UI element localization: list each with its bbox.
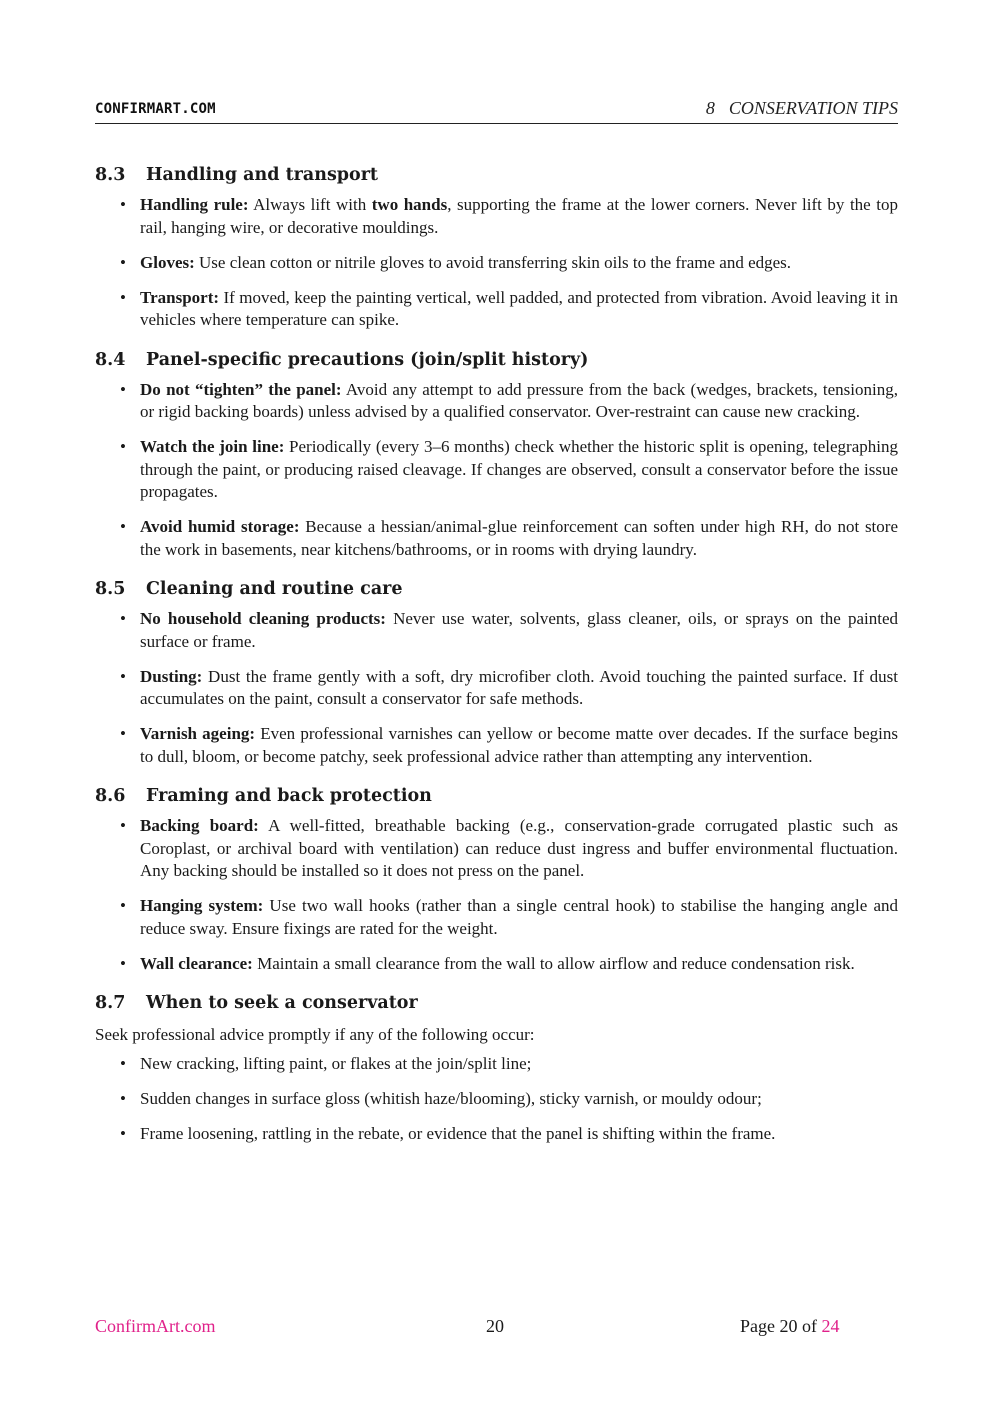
header-chapter — [706, 98, 898, 119]
section-8-4 — [95, 345, 898, 562]
section-number: 8.4 — [95, 349, 126, 370]
item-text: Never use water, solvents, glass cleaner, oils, or sprays on the painted surface or frame. — [140, 609, 899, 651]
list-item: • Sudden changes in surface gloss (whitish haze/blooming), sticky varnish, or mouldy odour; — [140, 1088, 898, 1111]
section-intro: Seek professional advice promptly if any of the following occur: — [95, 1025, 535, 1044]
footer-site-link[interactable]: ConfirmArt.com — [95, 1316, 216, 1336]
item-lead: Watch the join line: — [140, 437, 285, 456]
section-8-7 — [95, 988, 898, 1145]
footer-page-label: Page 20 of — [740, 1316, 817, 1336]
item-text: Use clean cotton or nitrile gloves to avoid transferring skin oils to the frame and edges. — [194, 252, 792, 272]
section-number: 8.3 — [95, 165, 126, 185]
list-item — [140, 608, 898, 653]
page-content — [95, 160, 898, 1158]
section-number: 8.7 — [95, 993, 126, 1013]
item-emphasis: two hands — [371, 195, 448, 214]
item-lead: Dusting: — [140, 666, 203, 686]
section-number: 8.6 — [95, 786, 126, 806]
item-text: If moved, keep the painting vertical, well padded, and protected from vibration. Avoid leaving it in vehicles where temperature can spike. — [140, 287, 898, 329]
footer-page-number: 20 — [486, 1316, 504, 1336]
list-item — [140, 516, 898, 561]
list-item — [140, 436, 898, 504]
item-lead: Avoid humid storage: — [140, 517, 300, 536]
list-item — [140, 953, 898, 976]
item-lead: Varnish ageing: — [140, 724, 256, 743]
list-item — [140, 379, 898, 424]
section-8-3 — [95, 160, 898, 332]
section-heading — [95, 781, 898, 811]
item-text: , supporting the frame at the lower corners. Never lift by the top rail, hanging wire, or decorative mouldings. — [140, 195, 898, 237]
section-8-5 — [95, 574, 898, 768]
item-text: Dust the frame gently with a soft, dry microfiber cloth. Avoid touching the painted surface. If dust accumulates on the paint, consult a conservator for safe methods. — [140, 666, 898, 708]
bullet-list — [95, 608, 898, 768]
section-heading — [95, 345, 898, 375]
bullet-list — [95, 379, 898, 562]
item-text: Always lift with — [248, 195, 372, 214]
item-lead: Gloves: — [140, 252, 195, 272]
item-lead: Backing board: — [140, 816, 259, 835]
section-heading — [95, 160, 898, 190]
item-lead: Transport: — [140, 287, 220, 307]
item-text: Even professional varnishes can yellow or become matte over decades. If the surface begins to dull, bloom, or become patchy, seek professional advice rather than attempting any intervention. — [140, 724, 898, 766]
item-lead: No household cleaning products: — [140, 609, 386, 628]
section-title: Cleaning and routine care — [146, 579, 403, 599]
header-chapter-number: 8 — [705, 98, 715, 118]
item-lead: Handling rule: — [140, 195, 249, 214]
list-item — [140, 194, 898, 239]
item-lead: Do not “tighten” the panel: — [140, 379, 342, 399]
item-text: Because a hessian/animal-glue reinforcement can soften under high RH, do not store the work in basements, near kitchens/bathrooms, or in rooms with drying laundry. — [140, 517, 898, 559]
section-title: Panel-specific precautions (join/split history) — [146, 349, 589, 370]
item-text: Maintain a small clearance from the wall to allow airflow and reduce condensation risk. — [252, 953, 855, 973]
list-item: • New cracking, lifting paint, or flakes at the join/split line; — [140, 1053, 898, 1076]
footer-page-count — [740, 1316, 839, 1337]
list-item — [140, 666, 898, 711]
item-lead: Wall clearance: — [140, 953, 253, 973]
section-8-6 — [95, 781, 898, 975]
bullet-list — [95, 194, 898, 332]
item-text: Use two wall hooks (rather than a single central hook) to stabilise the hanging angle and reduce sway. Ensure fixings are rated for the weight. — [140, 896, 899, 938]
list-item — [140, 723, 898, 768]
list-item — [140, 287, 898, 332]
list-item — [140, 252, 898, 275]
list-item — [140, 815, 898, 883]
bullet-list — [95, 815, 898, 975]
running-header — [95, 97, 898, 124]
list-item: • Frame loosening, rattling in the rebate, or evidence that the panel is shifting within the frame. — [140, 1123, 898, 1146]
section-title: Handling and transport — [146, 165, 379, 185]
header-chapter-title: CONSERVATION TIPS — [728, 98, 898, 118]
section-number: 8.5 — [95, 579, 126, 599]
item-lead: Hanging system: — [140, 896, 264, 915]
bullet-list — [95, 1053, 898, 1146]
list-item — [140, 895, 898, 940]
section-title: Framing and back protection — [146, 786, 432, 806]
section-title: When to seek a conservator — [146, 993, 418, 1013]
item-text: Avoid any attempt to add pressure from the back (wedges, brackets, tensioning, or rigid backing boards) unless advised by a qualified conservator. Over-restraint can cause new cracking. — [140, 379, 898, 421]
footer-page-total-link[interactable]: 24 — [821, 1316, 840, 1336]
header-logo: CONFIRMART.COM — [95, 101, 216, 117]
section-heading — [95, 988, 898, 1018]
section-heading — [95, 574, 898, 604]
item-text: A well-fitted, breathable backing (e.g., conservation-grade corrugated plastic such as Coroplast, or archival board with ventilation) can reduce dust ingress and buffer environmental fluctuation. Any backing should be installed so it does not press on the panel. — [140, 816, 899, 880]
item-text: Periodically (every 3–6 months) check whether the historic split is opening, telegraphing through the paint, or producing raised cleavage. If changes are observed, consult a conservator before the issue propagates. — [140, 437, 898, 501]
